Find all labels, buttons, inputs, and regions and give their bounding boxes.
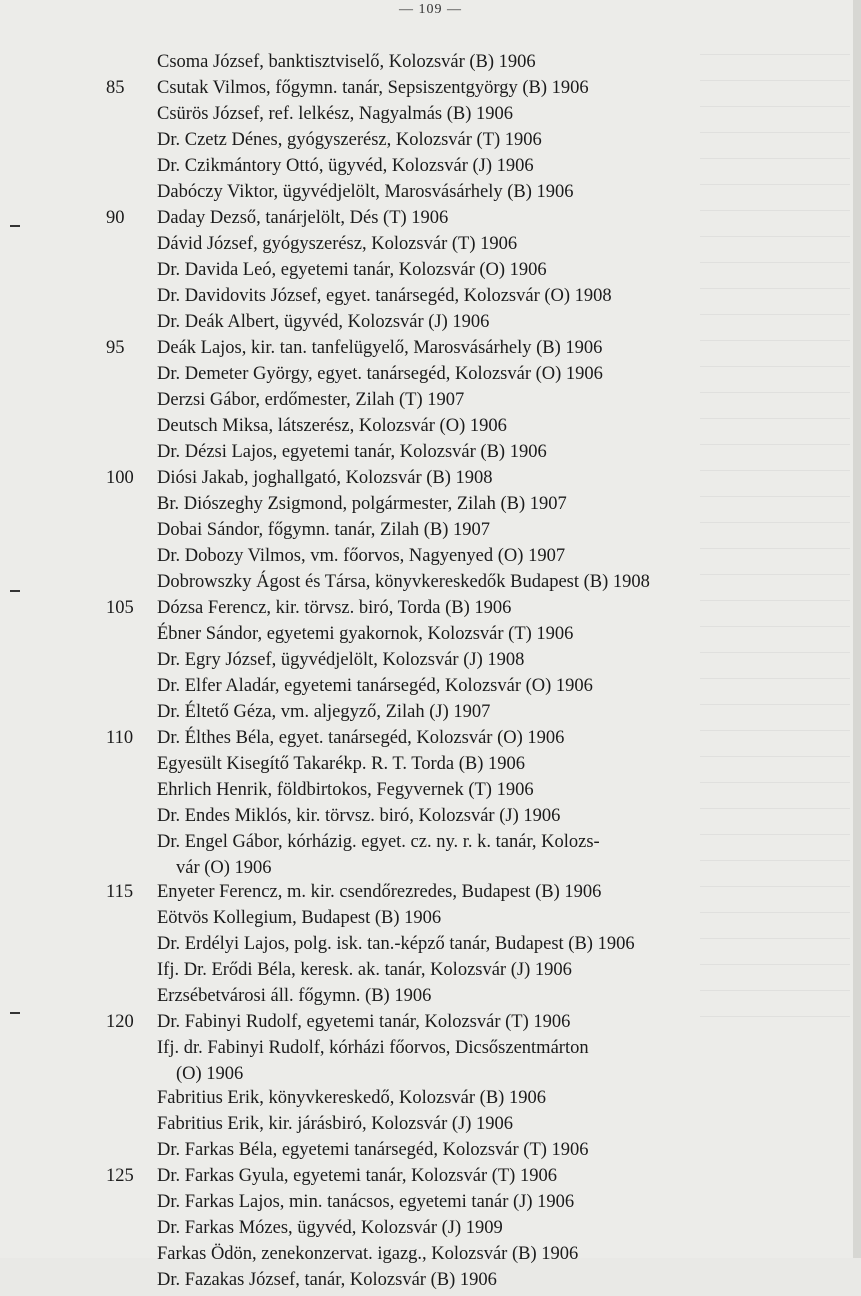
list-entry — [104, 416, 764, 442]
list-entry — [104, 208, 764, 234]
list-entry — [104, 1192, 764, 1218]
entry-text: Farkas Ödön, zenekonzervat. igazg., Kolozsvár (B) 1906 — [157, 1244, 579, 1264]
entry-text: Csoma József, banktisztviselő, Kolozsvár (B) 1906 — [157, 52, 536, 72]
list-entry — [104, 882, 764, 908]
page-number: — 109 — — [399, 2, 462, 17]
list-entry — [104, 650, 764, 676]
entry-text: Deutsch Miksa, látszerész, Kolozsvár (O) 1906 — [157, 416, 507, 436]
entry-text: Dr. Élthes Béla, egyet. tanársegéd, Kolozsvár (O) 1906 — [157, 728, 565, 748]
entry-text: Daday Dezső, tanárjelölt, Dés (T) 1906 — [157, 208, 449, 228]
list-entry — [104, 598, 764, 624]
list-entry — [104, 1218, 764, 1244]
entry-text: Br. Diószeghy Zsigmond, polgármester, Zilah (B) 1907 — [157, 494, 567, 514]
list-entry — [104, 572, 764, 598]
entry-text: Ehrlich Henrik, földbirtokos, Fegyvernek (T) 1906 — [157, 780, 534, 800]
entry-number: 125 — [106, 1166, 134, 1186]
entry-text: Fabritius Erik, könyvkereskedő, Kolozsvár (B) 1906 — [157, 1088, 546, 1108]
list-entry — [104, 104, 764, 130]
entry-text: Erzsébetvárosi áll. főgymn. (B) 1906 — [157, 986, 432, 1006]
entry-text: Csutak Vilmos, főgymn. tanár, Sepsiszentgyörgy (B) 1906 — [157, 78, 589, 98]
entry-text: Dr. Davidovits József, egyet. tanársegéd, Kolozsvár (O) 1908 — [157, 286, 612, 306]
entry-number: 120 — [106, 1012, 134, 1032]
page-edge — [853, 0, 861, 1258]
margin-mark — [10, 225, 20, 227]
entry-number: 95 — [106, 338, 125, 358]
list-entry — [104, 702, 764, 728]
list-entry — [104, 1140, 764, 1166]
entry-number: 115 — [106, 882, 134, 902]
entry-text: Derzsi Gábor, erdőmester, Zilah (T) 1907 — [157, 390, 465, 410]
entry-text: Dr. Davida Leó, egyetemi tanár, Kolozsvár (O) 1906 — [157, 260, 547, 280]
list-entry — [104, 624, 764, 650]
entry-text: Dr. Endes Miklós, kir. törvsz. biró, Kolozsvár (J) 1906 — [157, 806, 561, 826]
entry-text: Dr. Farkas Béla, egyetemi tanársegéd, Kolozsvár (T) 1906 — [157, 1140, 589, 1160]
entry-text: Dr. Dézsi Lajos, egyetemi tanár, Kolozsvár (B) 1906 — [157, 442, 547, 462]
margin-mark — [10, 590, 20, 592]
list-entry — [104, 728, 764, 754]
entry-text: Eötvös Kollegium, Budapest (B) 1906 — [157, 908, 442, 928]
list-entry — [104, 986, 764, 1012]
list-entry — [104, 676, 764, 702]
entry-continuation: vár (O) 1906 — [176, 858, 272, 878]
list-entry — [104, 52, 764, 78]
list-entry — [104, 130, 764, 156]
entry-text: Dr. Egry József, ügyvédjelölt, Kolozsvár (J) 1908 — [157, 650, 525, 670]
entry-text: Dr. Dobozy Vilmos, vm. főorvos, Nagyenyed (O) 1907 — [157, 546, 566, 566]
entry-text: Dr. Deák Albert, ügyvéd, Kolozsvár (J) 1906 — [157, 312, 490, 332]
entry-text: Dr. Fazakas József, tanár, Kolozsvár (B) 1906 — [157, 1270, 497, 1290]
entry-text: Dr. Engel Gábor, kórházig. egyet. cz. ny. r. k. tanár, Kolozs- — [157, 832, 600, 852]
list-entry — [104, 1114, 764, 1140]
list-entry — [104, 806, 764, 832]
entry-text: Deák Lajos, kir. tan. tanfelügyelő, Marosvásárhely (B) 1906 — [157, 338, 603, 358]
list-entry — [104, 234, 764, 260]
entry-text: Dr. Farkas Gyula, egyetemi tanár, Kolozsvár (T) 1906 — [157, 1166, 557, 1186]
entry-text: Dabóczy Viktor, ügyvédjelölt, Marosvásárhely (B) 1906 — [157, 182, 574, 202]
list-entry — [104, 182, 764, 208]
entry-text: Ifj. dr. Fabinyi Rudolf, kórházi főorvos, Dicsőszentmárton — [157, 1038, 589, 1058]
list-entry — [104, 338, 764, 364]
list-entry — [104, 520, 764, 546]
list-entry — [104, 494, 764, 520]
entry-text: Dr. Elfer Aladár, egyetemi tanársegéd, Kolozsvár (O) 1906 — [157, 676, 593, 696]
list-entry — [104, 442, 764, 468]
entry-number: 110 — [106, 728, 134, 748]
entry-text: Dr. Erdélyi Lajos, polg. isk. tan.-képző tanár, Budapest (B) 1906 — [157, 934, 635, 954]
list-entry — [104, 1270, 764, 1296]
entry-text: Fabritius Erik, kir. járásbiró, Kolozsvár (J) 1906 — [157, 1114, 514, 1134]
list-entry — [104, 908, 764, 934]
list-entry — [104, 1012, 764, 1038]
entry-number: 100 — [106, 468, 134, 488]
list-entry — [104, 364, 764, 390]
list-entry — [104, 546, 764, 572]
entry-text: Enyeter Ferencz, m. kir. csendőrezredes, Budapest (B) 1906 — [157, 882, 602, 902]
entry-text: Dobrowszky Ágost és Társa, könyvkereskedők Budapest (B) 1908 — [157, 572, 650, 592]
list-entry — [104, 390, 764, 416]
entry-text: Dr. Éltető Géza, vm. aljegyző, Zilah (J) 1907 — [157, 702, 491, 722]
margin-mark — [10, 1012, 20, 1014]
list-entry — [104, 260, 764, 286]
entry-number: 85 — [106, 78, 125, 98]
list-entry — [104, 754, 764, 780]
entry-text: Diósi Jakab, joghallgató, Kolozsvár (B) 1908 — [157, 468, 493, 488]
entry-continuation: (O) 1906 — [176, 1064, 244, 1084]
list-entry — [104, 1244, 764, 1270]
entry-text: Dózsa Ferencz, kir. törvsz. biró, Torda (B) 1906 — [157, 598, 512, 618]
entry-text: Egyesült Kisegítő Takarékp. R. T. Torda (B) 1906 — [157, 754, 526, 774]
entry-text: Dobai Sándor, főgymn. tanár, Zilah (B) 1907 — [157, 520, 490, 540]
list-entry — [104, 960, 764, 986]
list-entry — [104, 312, 764, 338]
list-entry — [104, 832, 764, 882]
entry-text: Dávid József, gyógyszerész, Kolozsvár (T) 1906 — [157, 234, 518, 254]
entry-text: Dr. Czetz Dénes, gyógyszerész, Kolozsvár (T) 1906 — [157, 130, 542, 150]
entry-text: Dr. Fabinyi Rudolf, egyetemi tanár, Kolozsvár (T) 1906 — [157, 1012, 571, 1032]
list-entry — [104, 286, 764, 312]
entry-text: Dr. Czikmántory Ottó, ügyvéd, Kolozsvár (J) 1906 — [157, 156, 534, 176]
list-entry — [104, 78, 764, 104]
list-entry — [104, 468, 764, 494]
list-entry — [104, 780, 764, 806]
member-list — [104, 52, 764, 1296]
list-entry — [104, 156, 764, 182]
entry-text: Ifj. Dr. Erődi Béla, keresk. ak. tanár, Kolozsvár (J) 1906 — [157, 960, 572, 980]
entry-text: Csürös József, ref. lelkész, Nagyalmás (B) 1906 — [157, 104, 514, 124]
entry-text: Dr. Demeter György, egyet. tanársegéd, Kolozsvár (O) 1906 — [157, 364, 603, 384]
entry-text: Dr. Farkas Mózes, ügyvéd, Kolozsvár (J) 1909 — [157, 1218, 503, 1238]
entry-text: Dr. Farkas Lajos, min. tanácsos, egyetemi tanár (J) 1906 — [157, 1192, 575, 1212]
list-entry — [104, 934, 764, 960]
list-entry — [104, 1088, 764, 1114]
entry-number: 105 — [106, 598, 134, 618]
list-entry — [104, 1038, 764, 1088]
entry-number: 90 — [106, 208, 125, 228]
entry-text: Ébner Sándor, egyetemi gyakornok, Kolozsvár (T) 1906 — [157, 624, 574, 644]
list-entry — [104, 1166, 764, 1192]
